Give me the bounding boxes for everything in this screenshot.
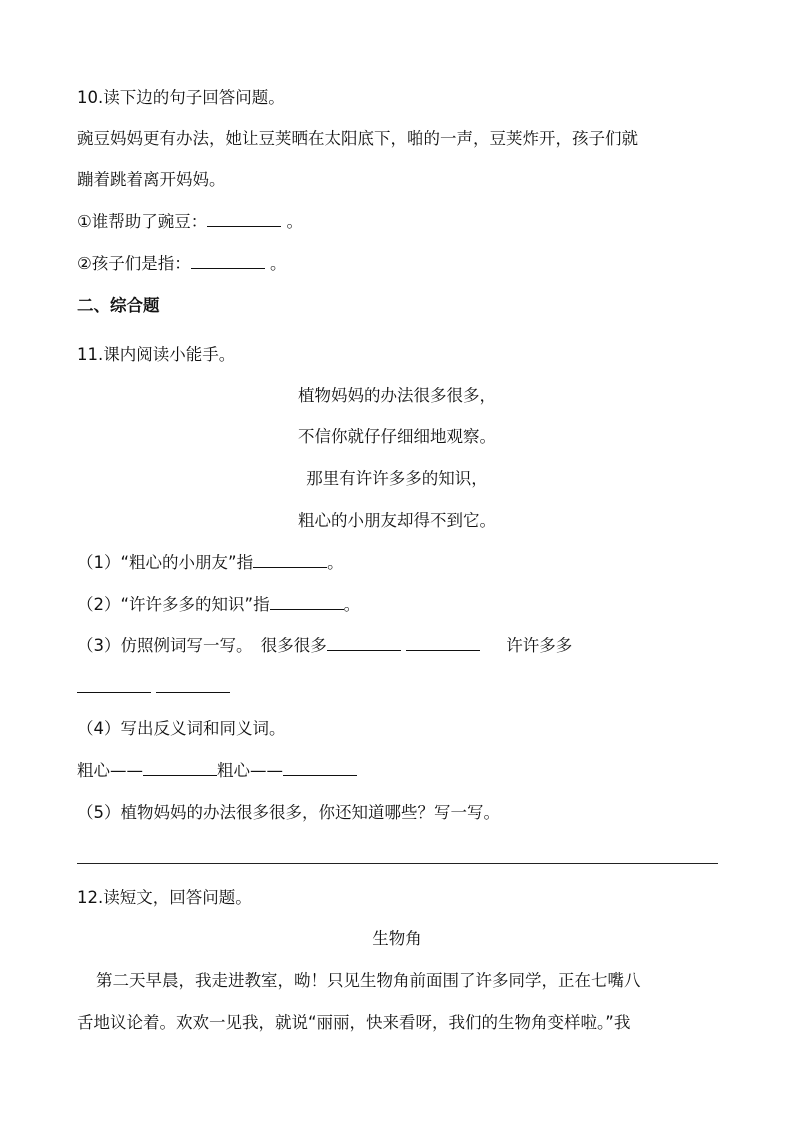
question-11-sub-4-answers — [77, 759, 357, 783]
article-paragraph-line-2: 舌地议论着。欢欢一见我，就说“丽丽，快来看呀，我们的生物角变样啦。”我 — [77, 1013, 631, 1032]
poem-line-4: 粗心的小朋友却得不到它。 — [298, 511, 496, 530]
article-paragraph-line-1: 第二天早晨，我走进教室，呦！只见生物角前面围了许多同学，正在七嘴八 — [96, 971, 641, 990]
article-title: 生物角 — [372, 929, 422, 948]
antonym-word: 粗心—— — [77, 761, 143, 780]
sub-1-end: 。 — [327, 553, 344, 572]
question-10-sub-1 — [77, 210, 303, 234]
question-12-title: 12.读短文，回答问题。 — [77, 888, 252, 907]
sub-1-prompt: ①谁帮助了豌豆： — [77, 212, 208, 231]
question-11-sub-2 — [77, 593, 360, 617]
sub-3-example-2: 许许多多 — [506, 636, 573, 655]
answer-blank[interactable] — [406, 636, 480, 651]
poem-line-1: 植物妈妈的办法很多很多， — [298, 386, 496, 405]
sub-2-end: 。 — [343, 595, 361, 614]
answer-blank[interactable] — [77, 678, 151, 693]
answer-blank[interactable] — [143, 761, 217, 776]
question-10-passage-line-1: 豌豆妈妈更有办法，她让豆荚晒在太阳底下，啪的一声，豆荚炸开，孩子们就 — [77, 129, 638, 148]
question-11-sub-1 — [77, 551, 344, 575]
sub-2-prompt: （2）“许许多多的知识”指 — [77, 595, 270, 614]
sub-3-prompt: （3）仿照例词写一写。 很多很多 — [77, 636, 327, 655]
answer-blank[interactable] — [191, 254, 265, 269]
question-11-sub-3 — [77, 634, 572, 658]
question-11-sub-5: （5）植物妈妈的办法很多很多，你还知道哪些？写一写。 — [77, 803, 500, 822]
answer-blank[interactable] — [270, 595, 344, 610]
answer-blank[interactable] — [253, 553, 327, 568]
sub-2-end: 。 — [264, 254, 287, 273]
answer-line[interactable] — [77, 863, 718, 864]
poem-line-2: 不信你就仔仔细细地观察。 — [298, 427, 496, 446]
question-11-sub-4: （4）写出反义词和同义词。 — [77, 719, 286, 738]
question-10-sub-2 — [77, 252, 287, 276]
sub-1-prompt: （1）“粗心的小朋友”指 — [77, 553, 254, 572]
answer-blank[interactable] — [207, 212, 281, 227]
answer-blank[interactable] — [283, 761, 357, 776]
sub-2-prompt: ②孩子们是指： — [77, 254, 191, 273]
poem-line-3: 那里有许许多多的知识， — [306, 469, 488, 488]
answer-blank[interactable] — [327, 636, 401, 651]
question-10-passage-line-2: 蹦着跳着离开妈妈。 — [77, 170, 226, 189]
section-2-heading: 二、综合题 — [77, 296, 160, 315]
question-11-sub-3-blanks — [77, 676, 230, 700]
synonym-word: 粗心—— — [217, 761, 283, 780]
question-10-title: 10.读下边的句子回答问题。 — [77, 88, 285, 107]
answer-blank[interactable] — [156, 678, 230, 693]
question-11-title: 11.课内阅读小能手。 — [77, 345, 236, 364]
sub-1-end: 。 — [281, 212, 304, 231]
